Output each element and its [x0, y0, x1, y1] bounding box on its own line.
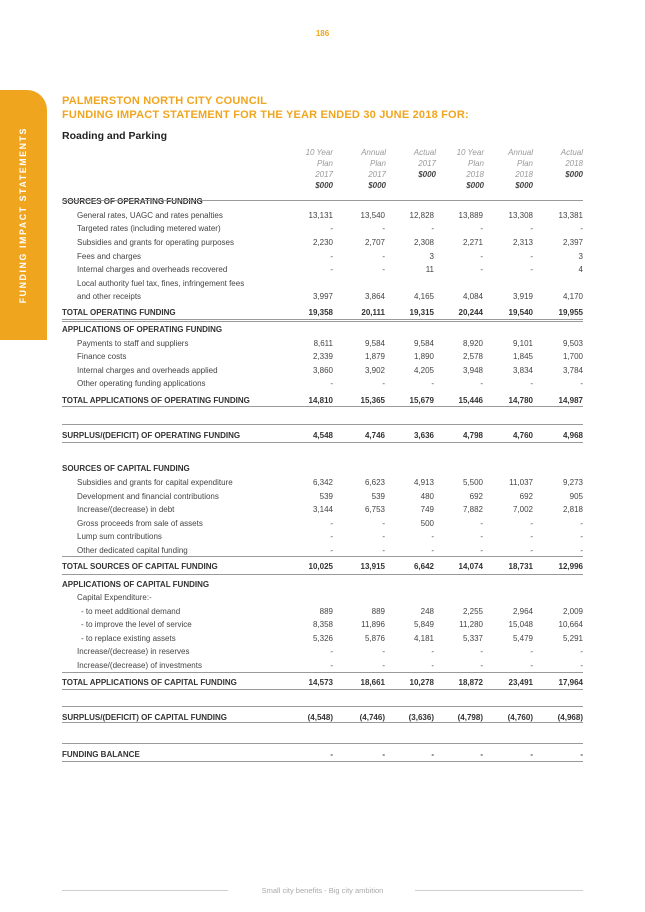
column-header: 10 Year Plan 2018 $000: [456, 148, 484, 190]
row-label: General rates, UAGC and rates penalties: [77, 211, 223, 220]
row-label: SURPLUS/(DEFICIT) OF CAPITAL FUNDING: [62, 713, 228, 722]
row-value: 18,731: [508, 562, 533, 571]
row-value: -: [530, 379, 533, 388]
row-value: 3,144: [312, 505, 333, 514]
table-row: [62, 632, 583, 645]
row-value: 11: [425, 265, 434, 274]
row-value: 13,381: [558, 211, 583, 220]
table-row: [62, 323, 583, 336]
row-value: -: [431, 647, 434, 656]
council-title: PALMERSTON NORTH CITY COUNCIL: [62, 95, 268, 107]
row-value: 1,890: [413, 352, 434, 361]
row-value: -: [530, 532, 533, 541]
row-value: 6,623: [364, 478, 385, 487]
row-value: 692: [469, 492, 483, 501]
row-value: -: [480, 532, 483, 541]
row-value: 5,479: [512, 634, 533, 643]
row-value: 4: [578, 265, 583, 274]
table-row: [62, 503, 583, 516]
row-value: 3,784: [562, 366, 583, 375]
row-value: 6,642: [413, 562, 434, 571]
row-value: 2,313: [512, 238, 533, 247]
row-value: -: [530, 661, 533, 670]
row-value: 15,446: [458, 396, 483, 405]
row-value: 5,500: [462, 478, 483, 487]
row-value: -: [330, 661, 333, 670]
table-rule: [62, 689, 583, 690]
table-row: [62, 350, 583, 363]
row-value: 889: [319, 607, 333, 616]
row-value: 4,760: [512, 431, 533, 440]
row-value: -: [431, 661, 434, 670]
row-value: 17,964: [558, 678, 583, 687]
column-header: Actual 2017 $000: [413, 148, 436, 179]
table-rule: [62, 574, 583, 575]
row-value: -: [480, 252, 483, 261]
row-value: 11,896: [361, 620, 385, 629]
row-value: -: [530, 252, 533, 261]
row-value: 2,964: [512, 607, 533, 616]
row-value: -: [431, 224, 434, 233]
row-value: 2,308: [413, 238, 434, 247]
row-value: (4,798): [457, 713, 483, 722]
table-row: [62, 659, 583, 672]
table-row: [62, 195, 583, 208]
activity-subtitle: Roading and Parking: [62, 130, 168, 142]
row-value: 5,337: [462, 634, 483, 643]
statement-title: FUNDING IMPACT STATEMENT FOR THE YEAR ENDED 30 JUNE 2018 FOR:: [62, 109, 469, 121]
row-value: 3,948: [462, 366, 483, 375]
table-rule: [62, 556, 583, 557]
column-header: Annual Plan 2017 $000: [361, 148, 386, 190]
row-value: 14,987: [558, 396, 583, 405]
row-value: 2,339: [312, 352, 333, 361]
row-value: -: [382, 224, 385, 233]
table-rule: [62, 722, 583, 723]
row-value: -: [480, 224, 483, 233]
row-value: 8,358: [312, 620, 333, 629]
table-rule: [62, 319, 583, 320]
side-tab-label: FUNDING IMPACT STATEMENTS: [18, 126, 28, 304]
row-value: 18,872: [458, 678, 483, 687]
row-value: 2,009: [562, 607, 583, 616]
row-value: 3,636: [413, 431, 434, 440]
row-value: 13,131: [308, 211, 333, 220]
row-value: -: [530, 224, 533, 233]
row-value: -: [330, 750, 333, 759]
row-value: -: [382, 647, 385, 656]
row-value: -: [580, 546, 583, 555]
row-label: Increase/(decrease) of investments: [77, 661, 202, 670]
row-value: -: [480, 661, 483, 670]
row-value: 539: [371, 492, 385, 501]
row-value: 4,181: [413, 634, 434, 643]
row-value: -: [530, 519, 533, 528]
row-value: 15,679: [409, 396, 434, 405]
row-value: 23,491: [508, 678, 533, 687]
table-row: [62, 618, 583, 631]
row-value: -: [382, 750, 385, 759]
row-value: 5,876: [364, 634, 385, 643]
row-value: 12,996: [558, 562, 583, 571]
footer-tagline: Small city benefits - Big city ambition: [261, 886, 384, 895]
table-row: [62, 476, 583, 489]
row-value: 3: [429, 252, 434, 261]
row-value: 539: [319, 492, 333, 501]
table-rule: [62, 761, 583, 762]
row-value: 13,889: [458, 211, 483, 220]
row-value: -: [382, 546, 385, 555]
row-label: Other operating funding applications: [77, 379, 206, 388]
row-value: 14,810: [308, 396, 333, 405]
table-row: [62, 222, 583, 235]
row-value: -: [330, 532, 333, 541]
row-value: 15,365: [360, 396, 385, 405]
row-value: (4,746): [359, 713, 385, 722]
table-row: [62, 337, 583, 350]
row-value: 3: [578, 252, 583, 261]
row-value: 749: [420, 505, 434, 514]
row-label: TOTAL SOURCES OF CAPITAL FUNDING: [62, 562, 218, 571]
row-value: 5,291: [562, 634, 583, 643]
row-value: 2,271: [462, 238, 483, 247]
row-label: Lump sum contributions: [77, 532, 162, 541]
row-value: 889: [371, 607, 385, 616]
row-value: 20,111: [361, 308, 385, 317]
row-value: -: [580, 224, 583, 233]
table-row: [62, 263, 583, 276]
row-label: Other dedicated capital funding: [77, 546, 188, 555]
row-value: 9,503: [562, 339, 583, 348]
row-value: 11,280: [459, 620, 483, 629]
row-value: -: [382, 379, 385, 388]
row-label: SOURCES OF CAPITAL FUNDING: [62, 464, 190, 473]
table-rule: [62, 406, 583, 407]
table-rule: [62, 321, 583, 322]
row-value: -: [530, 750, 533, 759]
row-label: Payments to staff and suppliers: [77, 339, 189, 348]
row-value: 19,358: [308, 308, 333, 317]
row-value: 3,834: [512, 366, 533, 375]
table-row: [62, 591, 583, 604]
row-value: 4,746: [364, 431, 385, 440]
row-value: -: [382, 265, 385, 274]
table-row: [62, 578, 583, 591]
row-value: (4,548): [307, 713, 333, 722]
row-value: 2,255: [462, 607, 483, 616]
row-value: -: [382, 661, 385, 670]
side-tab-label-wrap: [11, 90, 35, 340]
row-label: Capital Expenditure:-: [77, 593, 152, 602]
table-row: [62, 364, 583, 377]
row-value: -: [480, 546, 483, 555]
row-value: 3,919: [512, 292, 533, 301]
row-value: 15,048: [508, 620, 533, 629]
row-label: APPLICATIONS OF CAPITAL FUNDING: [62, 580, 210, 589]
row-value: 8,611: [313, 339, 333, 348]
table-row: [62, 490, 583, 503]
row-value: -: [530, 647, 533, 656]
column-header: Actual 2018 $000: [560, 148, 583, 179]
table-row: [62, 560, 583, 573]
row-label: - to meet additional demand: [81, 607, 181, 616]
table-rule: [62, 424, 583, 425]
row-value: -: [330, 252, 333, 261]
column-header: Annual Plan 2018 $000: [508, 148, 533, 190]
row-value: 4,165: [413, 292, 434, 301]
row-value: 3,860: [312, 366, 333, 375]
row-label: SURPLUS/(DEFICIT) OF OPERATING FUNDING: [62, 431, 241, 440]
table-row: [62, 306, 583, 319]
row-value: 248: [420, 607, 434, 616]
row-value: 10,025: [308, 562, 333, 571]
row-value: (4,760): [507, 713, 533, 722]
row-value: -: [330, 546, 333, 555]
row-value: 2,230: [312, 238, 333, 247]
row-value: 9,273: [562, 478, 583, 487]
row-label: Internal charges and overheads applied: [77, 366, 218, 375]
row-value: 2,707: [364, 238, 385, 247]
row-value: 9,584: [364, 339, 385, 348]
row-value: 19,955: [558, 308, 583, 317]
row-value: 5,326: [312, 634, 333, 643]
row-value: 12,828: [409, 211, 434, 220]
table-row: [62, 462, 583, 475]
row-value: 13,308: [508, 211, 533, 220]
table-row: [62, 748, 583, 761]
row-value: 6,753: [364, 505, 385, 514]
row-value: 4,798: [462, 431, 483, 440]
row-value: -: [330, 379, 333, 388]
row-value: -: [580, 661, 583, 670]
row-label: Gross proceeds from sale of assets: [77, 519, 203, 528]
row-label: Local authority fuel tax, fines, infringement fees and other receipts: [77, 279, 245, 301]
row-value: 2,578: [462, 352, 483, 361]
row-label: - to replace existing assets: [81, 634, 176, 643]
row-value: 4,548: [312, 431, 333, 440]
row-label: Subsidies and grants for operating purposes: [77, 238, 234, 247]
row-value: 2,818: [562, 505, 583, 514]
table-row: [62, 530, 583, 543]
row-value: -: [530, 265, 533, 274]
row-value: 3,864: [364, 292, 385, 301]
row-value: -: [580, 379, 583, 388]
row-value: -: [580, 647, 583, 656]
row-value: 2,397: [562, 238, 583, 247]
row-value: -: [330, 647, 333, 656]
row-value: (3,636): [408, 713, 434, 722]
row-value: 3,997: [312, 292, 333, 301]
table-rule: [62, 200, 583, 201]
row-value: 8,920: [462, 339, 483, 348]
row-value: (4,968): [557, 713, 583, 722]
row-value: 1,879: [364, 352, 385, 361]
table-row: [62, 209, 583, 222]
row-label: Subsidies and grants for capital expenditure: [77, 478, 233, 487]
row-value: 6,342: [312, 478, 333, 487]
row-value: 1,700: [562, 352, 583, 361]
row-value: 13,915: [360, 562, 385, 571]
row-label: FUNDING BALANCE: [62, 750, 140, 759]
table-row: [62, 605, 583, 618]
row-label: TOTAL APPLICATIONS OF OPERATING FUNDING: [62, 396, 250, 405]
table-rule: [62, 706, 583, 707]
row-label: TOTAL APPLICATIONS OF CAPITAL FUNDING: [62, 678, 237, 687]
row-label: Targeted rates (including metered water): [77, 224, 221, 233]
row-value: -: [480, 265, 483, 274]
row-label: - to improve the level of service: [81, 620, 192, 629]
table-rule: [62, 442, 583, 443]
row-value: 4,913: [413, 478, 434, 487]
row-value: 14,573: [308, 678, 333, 687]
row-value: -: [480, 750, 483, 759]
row-value: -: [431, 532, 434, 541]
row-value: 9,584: [413, 339, 434, 348]
row-label: Increase/(decrease) in debt: [77, 505, 175, 514]
table-row: [62, 250, 583, 263]
row-value: 14,074: [458, 562, 483, 571]
column-header: 10 Year Plan 2017 $000: [305, 148, 333, 190]
row-value: -: [330, 265, 333, 274]
table-row: [62, 277, 583, 303]
table-row: [62, 645, 583, 658]
row-value: -: [382, 252, 385, 261]
table-row: [62, 517, 583, 530]
row-value: 480: [420, 492, 434, 501]
row-value: 7,002: [512, 505, 533, 514]
table-row: [62, 236, 583, 249]
row-value: -: [580, 532, 583, 541]
row-value: 20,244: [458, 308, 483, 317]
column-headers: [0, 147, 645, 191]
row-value: 10,278: [409, 678, 434, 687]
row-value: -: [382, 532, 385, 541]
row-label: SOURCES OF OPERATING FUNDING: [62, 197, 203, 206]
row-value: 10,664: [558, 620, 583, 629]
row-value: 4,968: [562, 431, 583, 440]
row-value: -: [480, 379, 483, 388]
row-value: -: [480, 647, 483, 656]
row-value: -: [431, 379, 434, 388]
row-value: -: [330, 224, 333, 233]
row-value: -: [330, 519, 333, 528]
row-value: 4,205: [413, 366, 434, 375]
row-value: -: [431, 750, 434, 759]
footer-rule-right: [415, 890, 583, 891]
row-value: 7,882: [462, 505, 483, 514]
table-rule: [62, 672, 583, 673]
row-label: Finance costs: [77, 352, 127, 361]
row-value: 13,540: [360, 211, 385, 220]
row-value: 905: [569, 492, 583, 501]
row-value: 3,902: [364, 366, 385, 375]
table-row: [62, 429, 583, 442]
row-value: 500: [420, 519, 434, 528]
row-value: 11,037: [509, 478, 533, 487]
table-rule: [62, 743, 583, 744]
row-value: 692: [519, 492, 533, 501]
row-value: -: [580, 519, 583, 528]
row-value: 4,170: [562, 292, 583, 301]
page-number: 186: [315, 29, 330, 38]
row-label: Development and financial contributions: [77, 492, 219, 501]
row-label: Internal charges and overheads recovered: [77, 265, 228, 274]
row-value: 5,849: [413, 620, 434, 629]
table-row: [62, 377, 583, 390]
row-value: -: [480, 519, 483, 528]
row-value: 19,540: [508, 308, 533, 317]
row-value: 19,315: [409, 308, 434, 317]
row-value: -: [530, 546, 533, 555]
row-value: 4,084: [462, 292, 483, 301]
row-label: APPLICATIONS OF OPERATING FUNDING: [62, 325, 223, 334]
row-label: Fees and charges: [77, 252, 142, 261]
row-value: 9,101: [512, 339, 533, 348]
row-value: -: [382, 519, 385, 528]
row-value: 14,780: [508, 396, 533, 405]
row-value: -: [580, 750, 583, 759]
row-value: 1,845: [512, 352, 533, 361]
row-label: Increase/(decrease) in reserves: [77, 647, 190, 656]
table-row: [62, 676, 583, 689]
row-value: 18,661: [360, 678, 385, 687]
row-label: TOTAL OPERATING FUNDING: [62, 308, 176, 317]
row-value: -: [431, 546, 434, 555]
